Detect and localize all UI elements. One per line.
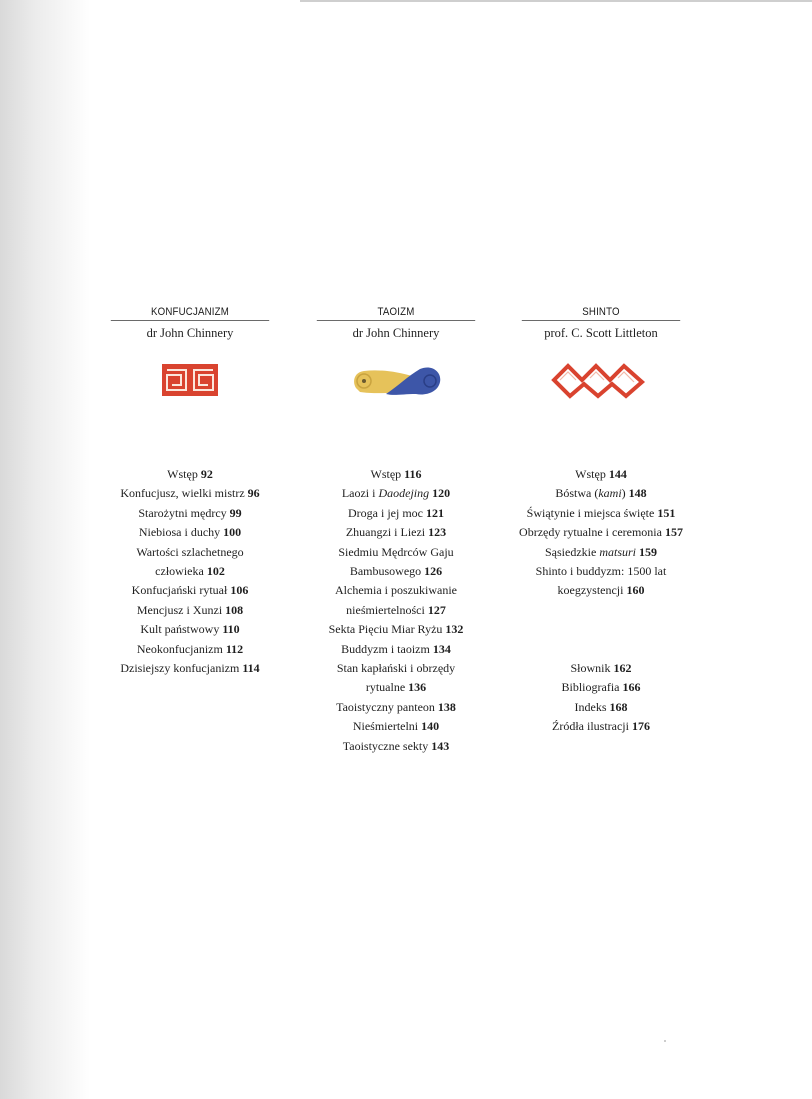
toc-entry[interactable]: Sąsiedzkie matsuri 159 <box>544 544 657 559</box>
shinto-section <box>511 306 691 736</box>
toc-entry-glossary[interactable]: Słownik 162 <box>570 660 632 675</box>
toc-entry-index[interactable]: Indeks 168 <box>574 699 628 714</box>
toc-entry[interactable]: Nieśmiertelni 140 <box>352 719 440 734</box>
section-title-confucianism: KONFUCJANIZM <box>111 306 269 321</box>
toc-entry[interactable]: Laozi i Daodejing 120 <box>341 486 451 501</box>
toc-entry-bibliography[interactable]: Bibliografia 166 <box>561 680 641 695</box>
toc-entry[interactable]: Wstęp 116 <box>370 467 422 481</box>
toc-entry[interactable]: Konfucjański rytuał 106 <box>131 583 249 598</box>
toc-entry[interactable]: Kult państwowy 110 <box>140 622 240 637</box>
toc-entry[interactable]: Bóstwa (kami) 148 <box>555 486 647 501</box>
shinto-zigzag-cloud-icon <box>511 355 691 405</box>
page-binding-shadow <box>0 0 90 1099</box>
toc-entry[interactable]: Stan kapłański i obrzędy rytualne 136 <box>336 661 456 695</box>
author-shinto: prof. C. Scott Littleton <box>544 326 658 340</box>
section-title-shinto: SHINTO <box>522 306 680 321</box>
author-taoism: dr John Chinnery <box>352 326 440 340</box>
toc-entry[interactable]: Wstęp 144 <box>575 467 627 481</box>
scan-edge-line <box>300 0 812 2</box>
toc-entry[interactable]: Świątynie i miejsca święte 151 <box>526 505 676 520</box>
scan-speck <box>664 1040 666 1042</box>
section-title-taoism: TAOIZM <box>317 306 475 321</box>
toc-entry[interactable]: Neokonfucjanizm 112 <box>136 641 244 656</box>
toc-entry[interactable]: Wstęp 92 <box>167 467 213 481</box>
toc-entry-illustration-sources[interactable]: Źródła ilustracji 176 <box>552 719 650 734</box>
confucian-meander-seal-icon <box>100 355 280 405</box>
toc-list-shinto <box>511 465 691 736</box>
toc-entry[interactable]: Droga i jej moc 121 <box>348 505 444 520</box>
toc-entry[interactable]: Alchemia i poszukiwanie nieśmiertelności 127 <box>335 583 457 617</box>
toc-entry[interactable]: Taoistyczne sekty 143 <box>342 738 450 753</box>
taoism-section <box>306 306 486 756</box>
toc-entry[interactable]: Dzisiejszy konfucjanizm 114 <box>120 661 260 676</box>
toc-entry[interactable]: Niebiosa i duchy 100 <box>138 525 242 540</box>
toc-entry[interactable]: Zhuangzi i Liezi 123 <box>345 525 447 540</box>
toc-entry[interactable]: Starożytni mędrcy 99 <box>138 505 242 520</box>
toc-list-confucianism <box>100 465 280 678</box>
toc-entry[interactable]: Konfucjusz, wielki mistrz 96 <box>120 486 260 501</box>
toc-entry[interactable]: Obrzędy rytualne i ceremonia 157 <box>519 525 683 540</box>
toc-entry[interactable]: Shinto i buddyzm: 1500 lat koegzystencji 160 <box>535 564 667 598</box>
toc-entry[interactable]: Siedmiu Mędrców Gaju Bambusowego 126 <box>338 544 454 579</box>
toc-entry[interactable]: Taoistyczny panteon 138 <box>336 699 456 714</box>
toc-spacer <box>511 601 691 659</box>
toc-entry[interactable]: Sekta Pięciu Miar Ryżu 132 <box>328 622 464 637</box>
toc-entry[interactable]: Wartości szlachetnego człowieka 102 <box>136 544 244 579</box>
toc-entry[interactable]: Buddyzm i taoizm 134 <box>341 641 451 656</box>
taoist-scroll-spiral-icon <box>306 355 486 405</box>
author-confucianism: dr John Chinnery <box>146 326 234 340</box>
toc-entry[interactable]: Mencjusz i Xunzi 108 <box>136 602 244 617</box>
confucianism-section <box>100 306 280 678</box>
toc-list-taoism <box>306 465 486 756</box>
